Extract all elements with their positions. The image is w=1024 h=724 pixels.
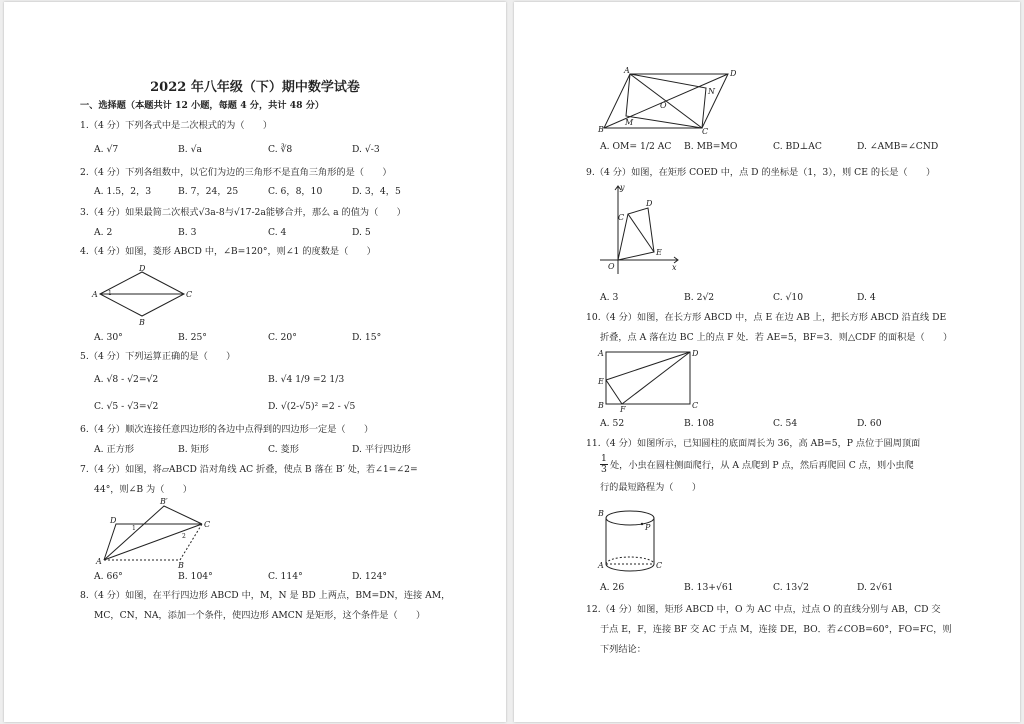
q2-option-a: A. 1.5，2，3 [94,186,152,197]
rhombus-figure [92,264,202,326]
label-f: F [620,405,626,414]
q8-option-c: C. BD⊥AC [773,141,822,152]
q9-option-c: C. √10 [773,292,804,303]
label-c: C [656,561,663,570]
q6-option-d: D. 平行四边形 [352,444,411,455]
label-b: B [139,318,145,327]
label-c: C [204,520,211,529]
exam-title: 2022 年八年级（下）期中数学试卷 [150,80,360,95]
question-6-stem: 6.（4 分）顺次连接任意四边形的各边中点得到的四边形一定是（ ） [80,424,374,435]
q1-option-d: D. √-3 [352,144,380,155]
q10-option-d: D. 60 [857,418,882,429]
q5-option-d: D. √(2-√5)² =2 - √5 [268,401,356,412]
q7-option-b: B. 104° [178,571,213,582]
label-d: D [139,264,146,273]
label-o: O [660,101,667,110]
label-c: C [692,401,699,410]
question-3-stem: 3.（4 分）如果最简二次根式√3a-8与√17-2a能够合并，那么 a 的值为（ ） [80,207,406,218]
label-x: x [672,263,677,272]
label-c: C [702,127,709,136]
label-o: O [608,262,615,271]
q5-option-c: C. √5 - √3=√2 [94,401,159,412]
q11-option-d: D. 2√61 [857,582,894,593]
label-d: D [110,516,117,525]
label-b: B [598,125,604,134]
q8-option-a: A. OM= 1/2 AC [600,141,672,152]
label-a: A [96,557,102,566]
label-b: B [598,401,604,410]
label-a: A [92,290,98,299]
label-d: D [646,199,653,208]
q5-option-b: B. √4 1/9 =2 1/3 [268,374,345,385]
q3-option-b: B. 3 [178,227,197,238]
question-11-stem-line2: 处，小虫在圆柱侧面爬行，从 A 点爬到 P 点，然后再爬回 C 点，则小虫爬 [610,460,914,471]
q6-option-b: B. 矩形 [178,444,209,455]
question-12-stem-line3: 下列结论： [600,644,646,655]
question-8-stem-line2: MC，CN，NA，添加一个条件，使四边形 AMCN 是矩形，这个条件是（ ） [94,610,426,621]
question-10-stem-line2: 折叠，点 A 落在边 BC 上的点 F 处．若 AE=5，BF=3．则△CDF 的面积是（ ） [600,332,953,343]
question-7-stem-line1: 7.（4 分）如图，将▱ABCD 沿对角线 AC 折叠，使点 B 落在 B′ 处，若∠1=∠2= [80,464,418,475]
coordinate-rectangle-figure [598,182,682,278]
question-5-stem: 5.（4 分）下列运算正确的是（ ） [80,351,236,362]
label-c: C [618,213,625,222]
q9-option-a: A. 3 [600,292,619,303]
q10-option-b: B. 108 [684,418,715,429]
question-10-stem-line1: 10.（4 分）如图，在长方形 ABCD 中，点 E 在边 AB 上，把长方形 ABCD 沿直线 DE [586,312,947,323]
question-1-stem: 1.（4 分）下列各式中是二次根式的为（ ） [80,120,273,131]
label-a: A [598,561,604,570]
q6-option-a: A. 正方形 [94,444,135,455]
q6-option-c: C. 菱形 [268,444,299,455]
q2-option-c: C. 6，8，10 [268,186,323,197]
question-11-stem-line1: 11.（4 分）如图所示，已知圆柱的底面周长为 36，高 AB=5，P 点位于圆周顶面 [586,438,921,449]
question-8-stem-line1: 8.（4 分）如图，在平行四边形 ABCD 中，M，N 是 BD 上两点，BM=DN，连接 AM， [80,590,451,601]
q8-option-d: D. ∠AMB=∠CND [857,141,939,152]
label-e: E [598,377,604,386]
label-b: B [598,509,604,518]
q9-option-d: D. 4 [857,292,876,303]
q11-option-c: C. 13√2 [773,582,809,593]
question-7-stem-line2: 44°，则∠B 为（ ） [94,484,192,495]
label-d: D [692,349,699,358]
label-c: C [186,290,193,299]
label-1: 1 [108,290,112,297]
section-heading: 一、选择题（本题共计 12 小题，每题 4 分，共计 48 分） [80,100,325,111]
label-bprime: B′ [160,497,168,506]
label-e: E [656,248,662,257]
question-9-stem: 9.（4 分）如图，在矩形 COED 中，点 D 的坐标是（1，3），则 CE 的长是（ ） [586,167,936,178]
q11-option-b: B. 13+√61 [684,582,734,593]
q8-option-b: B. MB=MO [684,141,738,152]
q4-option-d: D. 15° [352,332,382,343]
fold-parallelogram-figure [96,496,216,568]
q3-option-d: D. 5 [352,227,371,238]
q7-option-c: C. 114° [268,571,303,582]
q4-option-a: A. 30° [94,332,123,343]
q10-option-a: A. 52 [600,418,625,429]
q9-option-b: B. 2√2 [684,292,715,303]
q10-option-c: C. 54 [773,418,798,429]
label-d: D [730,69,737,78]
label-2: 2 [182,533,186,540]
q1-option-b: B. √a [178,144,202,155]
fraction-denominator: 3 [601,464,607,475]
q7-option-a: A. 66° [94,571,123,582]
label-b: B [178,561,184,570]
q11-option-a: A. 26 [600,582,625,593]
q1-option-c: C. ∛8 [268,144,293,155]
label-a: A [624,66,630,75]
label-m: M [625,118,634,127]
label-n: N [708,87,715,96]
q7-option-d: D. 124° [352,571,388,582]
q3-option-c: C. 4 [268,227,287,238]
q2-option-b: B. 7，24，25 [178,186,239,197]
label-y: y [620,183,625,192]
question-12-stem-line1: 12.（4 分）如图，矩形 ABCD 中，O 为 AC 中点，过点 O 的直线分别与 AB，CD 交 [586,604,941,615]
question-12-stem-line2: 于点 E，F，连接 BF 交 AC 于点 M，连接 DE，BO．若∠COB=60°，FO=FC，则 [600,624,952,635]
q4-option-b: B. 25° [178,332,207,343]
q3-option-a: A. 2 [94,227,113,238]
label-p: P [645,523,651,532]
q5-option-a: A. √8 - √2=√2 [94,374,159,385]
question-2-stem: 2.（4 分）下列各组数中，以它们为边的三角形不是直角三角形的是（ ） [80,167,392,178]
fraction-one-third [600,454,608,475]
cylinder-figure [598,502,668,578]
label-a: A [598,349,604,358]
exam-page-left [4,2,506,722]
label-1: 1 [132,525,136,532]
q1-option-a: A. √7 [94,144,119,155]
q4-option-c: C. 20° [268,332,297,343]
parallelogram-amcn-figure [598,68,738,134]
question-11-stem-line3: 行的最短路程为（ ） [600,482,702,493]
q2-option-d: D. 3，4，5 [352,186,401,197]
exam-page-right [514,2,1020,722]
question-4-stem: 4.（4 分）如图，菱形 ABCD 中，∠B=120°，则∠1 的度数是（ ） [80,246,376,257]
fold-rectangle-figure [598,346,698,412]
fraction-numerator: 1 [601,453,607,464]
